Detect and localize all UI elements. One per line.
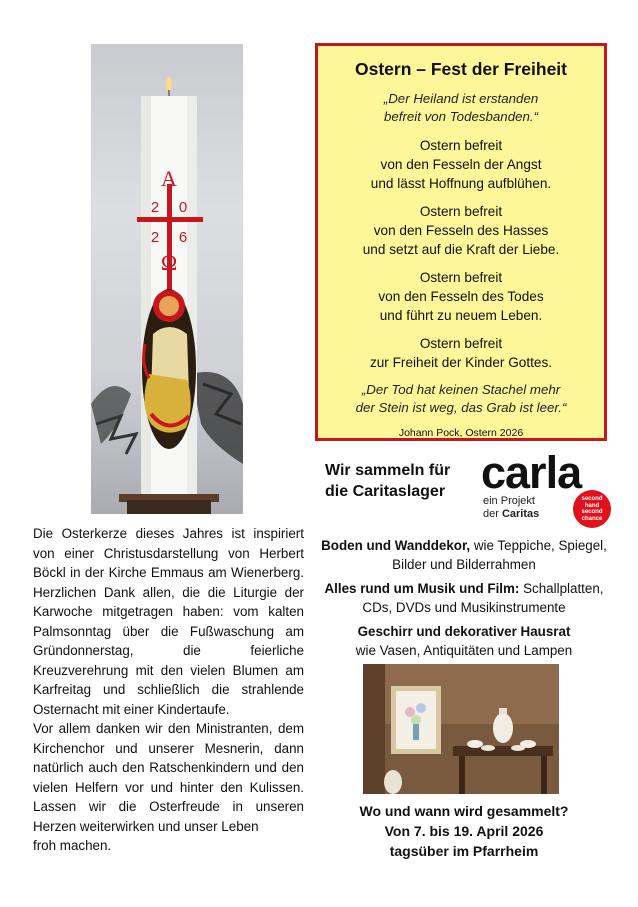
- poem-author: Johann Pock, Ostern 2026: [398, 427, 524, 439]
- poem-stanza-2: [318, 202, 604, 259]
- item-category: [314, 537, 614, 574]
- easter-candle-photo: [91, 44, 243, 514]
- easter-poem-box: [315, 43, 607, 441]
- year-digit-2: 0: [178, 199, 188, 216]
- quote-line: befreit von Todesbanden.“: [383, 109, 538, 124]
- badge-line: second: [581, 509, 603, 515]
- household-items-photo: [363, 664, 559, 794]
- stanza-line: von den Fesseln der Angst: [380, 157, 542, 172]
- poem-stanza-4: [318, 334, 604, 372]
- collection-heading: [325, 460, 475, 502]
- household-items-illustration: [363, 664, 559, 794]
- dates-line: Wo und wann wird gesammelt?: [359, 803, 569, 819]
- item-category: [314, 623, 614, 660]
- stanza-line: und führt zu neuem Leben.: [379, 308, 543, 323]
- poem-closing-quote: [318, 381, 604, 417]
- carla-logo-caritas: Caritas: [501, 508, 540, 520]
- carla-logo-subline: [483, 508, 539, 521]
- thanks-paragraph-3: froh machen.: [33, 838, 112, 853]
- alpha-symbol: Α: [161, 166, 177, 191]
- year-digit-4: 6: [178, 229, 188, 246]
- stanza-line: und lässt Hoffnung aufblühen.: [370, 176, 552, 191]
- stanza-line: Ostern befreit: [419, 138, 503, 153]
- poem-stanza-1: [318, 136, 604, 193]
- quote-line: der Stein ist weg, das Grab ist leer.“: [355, 400, 567, 415]
- stanza-line: zur Freiheit der Kinder Gottes.: [369, 355, 553, 370]
- quote-line: „Der Heiland ist erstanden: [383, 91, 539, 106]
- carla-logo-prefix: der: [483, 508, 502, 520]
- stanza-line: von den Fesseln des Todes: [378, 289, 544, 304]
- dates-line: tagsüber im Pfarrheim: [389, 843, 539, 859]
- easter-candle-illustration: [91, 44, 243, 514]
- item-category-detail: wie Vasen, Antiquitäten und Lampen: [355, 642, 573, 658]
- poem-stanza-3: [318, 268, 604, 325]
- stanza-line: Ostern befreit: [419, 204, 503, 219]
- year-digit-1: 2: [150, 199, 160, 216]
- item-category-bold: Alles rund um Musik und Film:: [324, 581, 520, 596]
- item-category-detail: Schallplatten, CDs, DVDs und Musikinstrumente: [362, 581, 604, 615]
- collected-items-list: [314, 537, 614, 666]
- badge-line: second: [581, 496, 603, 502]
- stanza-line: Ostern befreit: [419, 270, 503, 285]
- item-category-detail: wie Teppiche, Spiegel, Bilder und Bilderrahmen: [392, 538, 607, 572]
- stanza-line: Ostern befreit: [419, 336, 503, 351]
- year-digit-3: 2: [150, 229, 160, 246]
- dates-line: Von 7. bis 19. April 2026: [384, 823, 544, 839]
- candle-thanks-text: [33, 524, 304, 856]
- badge-line: hand: [584, 502, 600, 509]
- stanza-line: von den Fesseln des Hasses: [373, 223, 549, 238]
- poem-title: Ostern – Fest der Freiheit: [354, 59, 567, 79]
- badge-line: chance: [581, 515, 603, 522]
- omega-symbol: Ω: [160, 250, 178, 275]
- second-hand-badge: [573, 490, 611, 528]
- carla-logo: [481, 447, 621, 531]
- item-category-bold: Geschirr und dekorativer Hausrat: [357, 624, 571, 639]
- thanks-paragraph-1: Die Osterkerze dieses Jahres ist inspiriert von einer Christusdarstellung von Herbert Böckl in der Kirche Emmaus am Wienerberg. Herzlichen Dank allen, die die Liturgie der Karwoche mitgetragen haben: vom kalten Palmsonntag über die Fußwaschung am Gründonnerstag, die feierliche Kreuzverehrung mit den vielen Blumen am Karfreitag und schließlich die strahlende Osternacht mit einer Kindertaufe.: [33, 526, 304, 717]
- collection-heading-line: die Caritaslager: [325, 483, 446, 500]
- item-category: [314, 580, 614, 617]
- poem-opening-quote: [318, 90, 604, 126]
- thanks-paragraph-2: Vor allem danken wir den Ministranten, dem Kirchenchor und unserer Mesnerin, dann natürlich auch den Ratschenkindern und den vielen Helfern vor und hinter den Kulissen. Lassen wir die Osterfreude in unseren Herzen weiterwirken und unser Leben: [33, 721, 304, 834]
- carla-logo-word: carla: [481, 447, 582, 498]
- item-category-bold: Boden und Wanddekor,: [321, 538, 471, 553]
- quote-line: „Der Tod hat keinen Stachel mehr: [361, 382, 561, 397]
- collection-dates: [314, 801, 614, 861]
- carla-logo-subline: ein Projekt: [483, 495, 535, 507]
- collection-heading-line: Wir sammeln für: [325, 462, 451, 479]
- stanza-line: und setzt auf die Kraft der Liebe.: [362, 242, 560, 257]
